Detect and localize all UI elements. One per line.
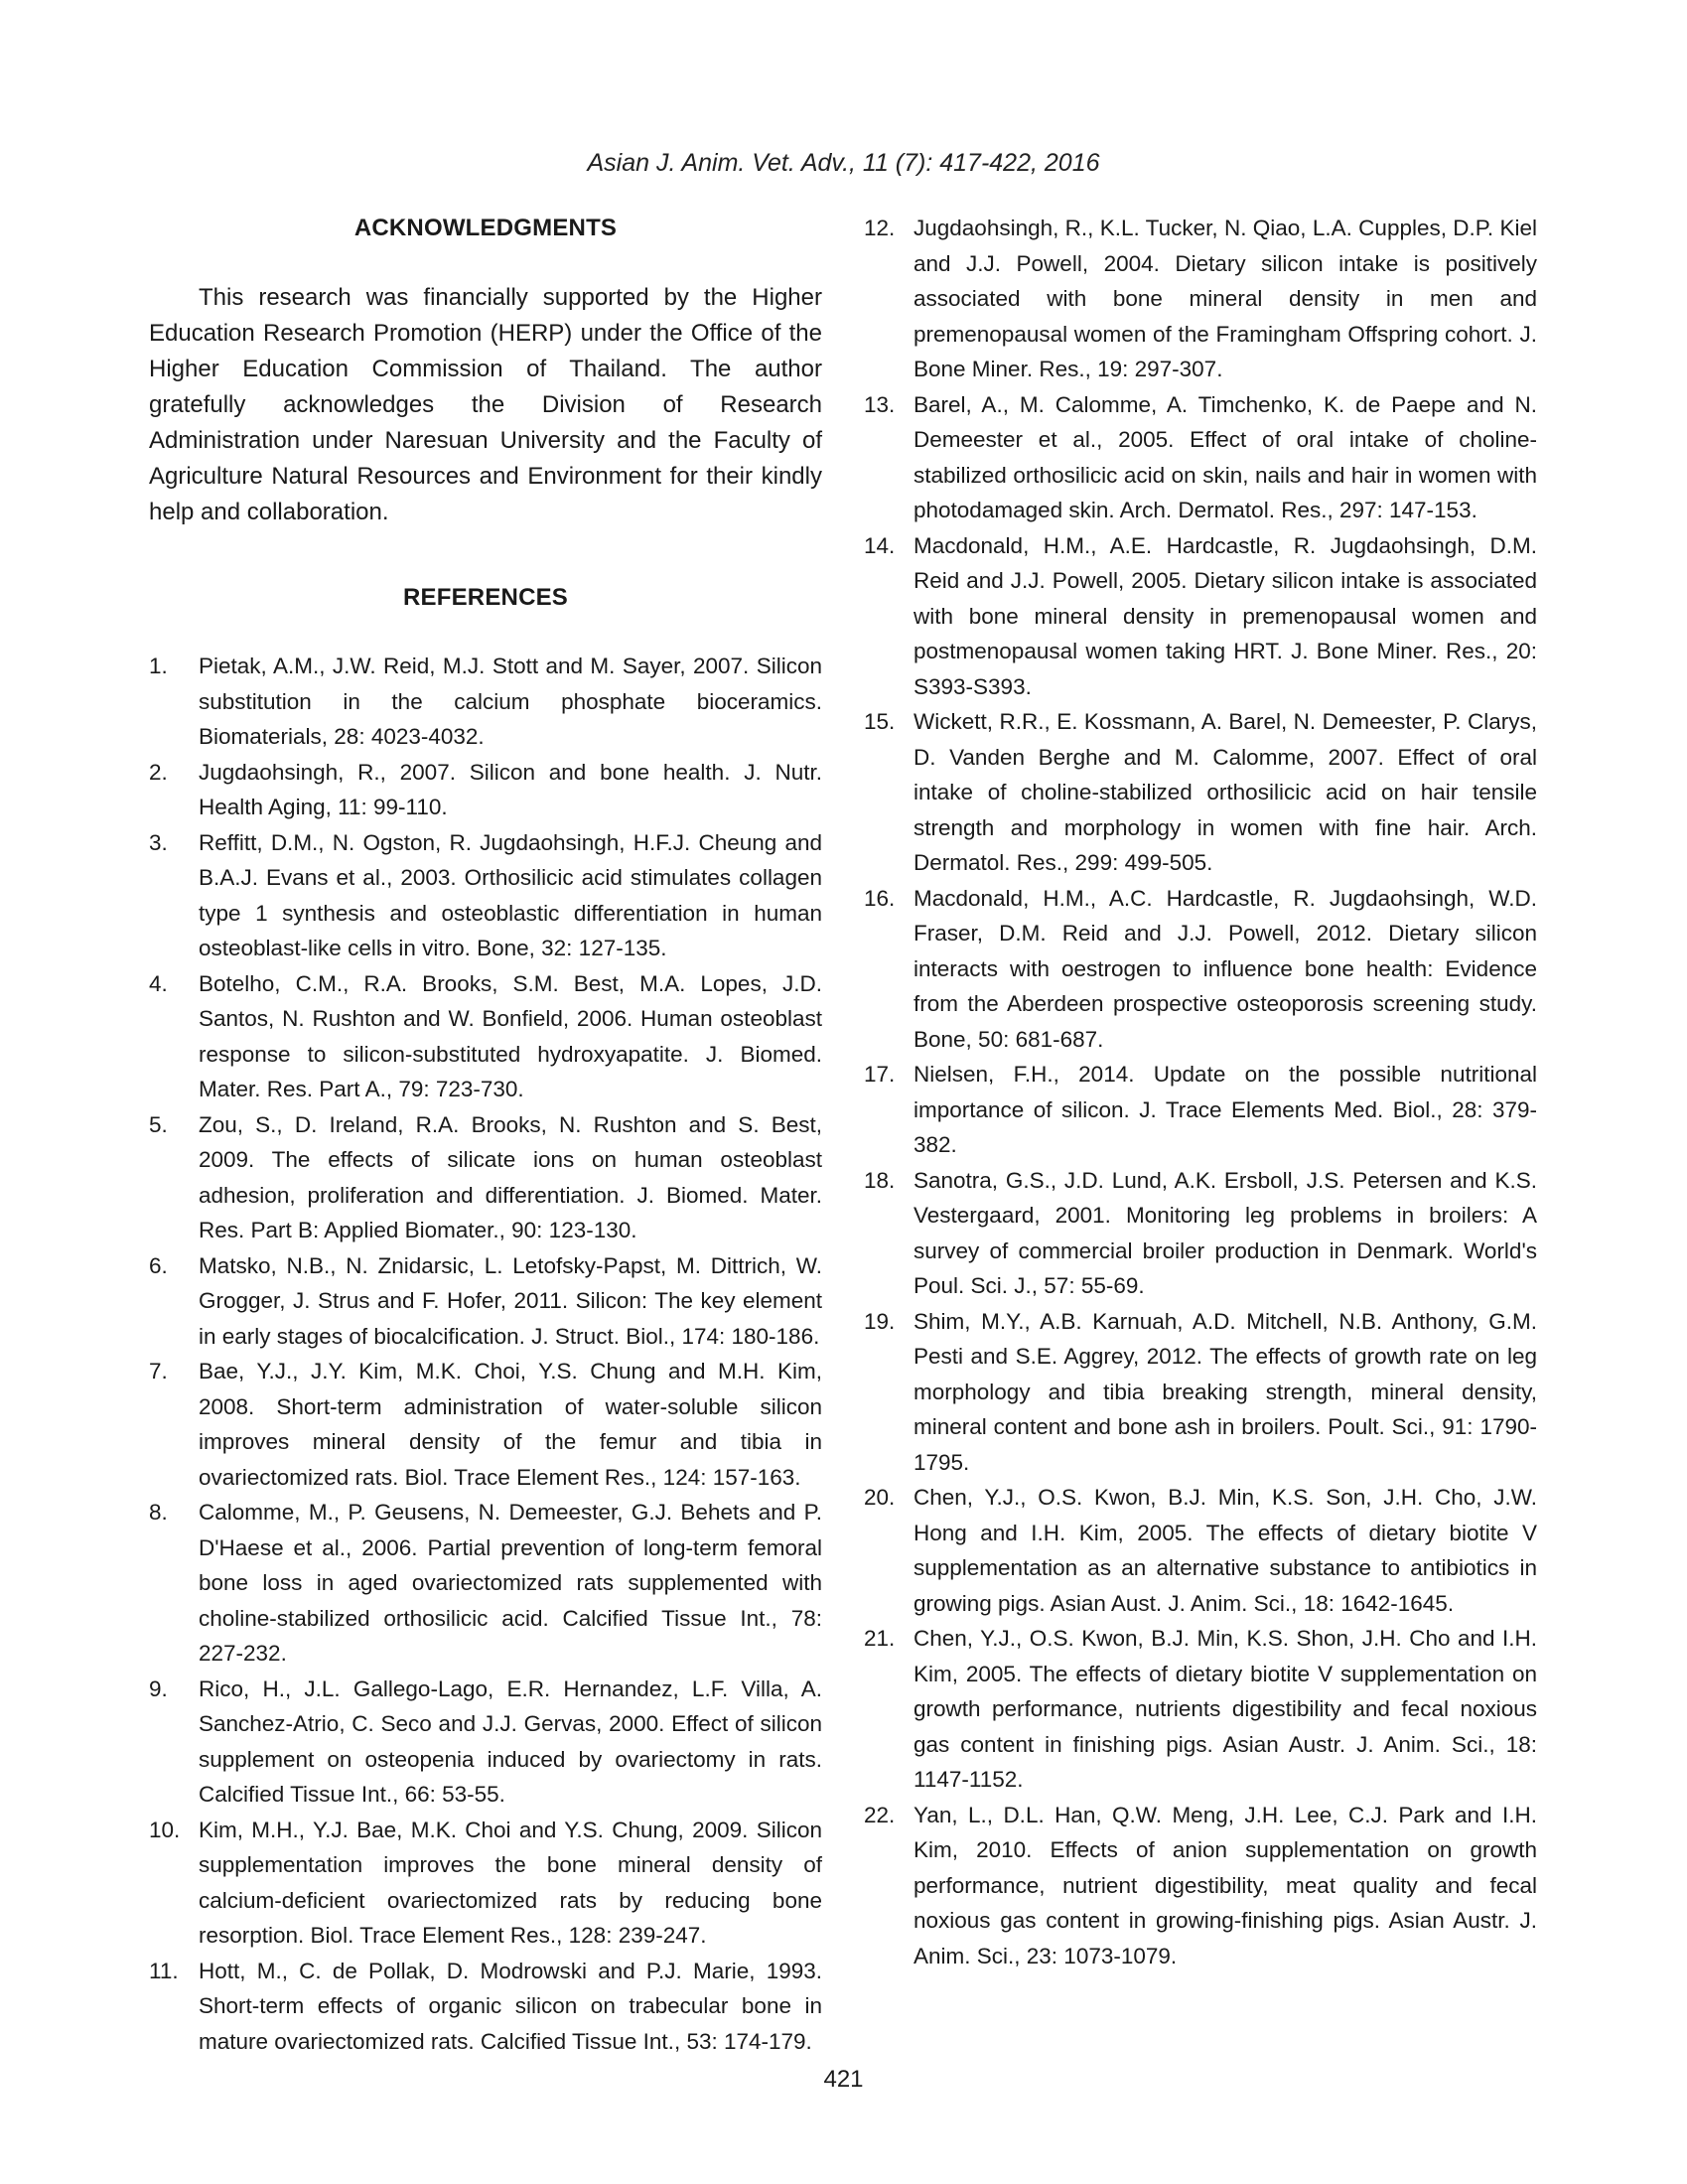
reference-number: 13. <box>864 391 896 417</box>
reference-text: Rico, H., J.L. Gallego-Lago, E.R. Hernandez, L.F. Villa, A. Sanchez-Atrio, C. Seco and J.J. Gervas, 2000. Effect of silicon supplement on osteopenia induced by ovariectomy in rats. Calcified Tissue Int., 66: 53-55. <box>199 1675 822 1807</box>
reference-text: Botelho, C.M., R.A. Brooks, S.M. Best, M.A. Lopes, J.D. Santos, N. Rushton and W. Bonfield, 2006. Human osteoblast response to silicon-substituted hydroxyapatite. J. Biomed. Mater. Res. Part A., 79: 723-730. <box>199 970 822 1101</box>
reference-list-right <box>864 211 1537 1973</box>
reference-item <box>149 755 822 825</box>
reference-item <box>149 1248 822 1355</box>
reference-item <box>864 387 1537 528</box>
reference-text: Chen, Y.J., O.S. Kwon, B.J. Min, K.S. Son, J.H. Cho, J.W. Hong and I.H. Kim, 2005. The effects of dietary biotite V supplementation as an alternative substance to antibiotics in growing pigs. Asian Aust. J. Anim. Sci., 18: 1642-1645. <box>914 1485 1537 1616</box>
reference-number: 11. <box>149 1958 179 1983</box>
left-column <box>149 211 822 2059</box>
reference-item <box>149 825 822 966</box>
reference-number: 6. <box>149 1252 168 1278</box>
reference-item <box>864 704 1537 881</box>
reference-number: 4. <box>149 970 168 996</box>
reference-item <box>864 1163 1537 1304</box>
reference-item <box>864 1621 1537 1798</box>
reference-number: 1. <box>149 654 168 678</box>
reference-text: Macdonald, H.M., A.E. Hardcastle, R. Jugdaohsingh, D.M. Reid and J.J. Powell, 2005. Dietary silicon intake is associated with bone mineral density in premenopausal women and postmenopausal women taking HRT. J. Bone Miner. Res., 20: S393-S393. <box>914 532 1537 699</box>
reference-number: 16. <box>864 885 896 911</box>
reference-number: 15. <box>864 709 896 734</box>
reference-item <box>864 1304 1537 1481</box>
reference-text: Macdonald, H.M., A.C. Hardcastle, R. Jugdaohsingh, W.D. Fraser, D.M. Reid and J.J. Powell, 2012. Dietary silicon interacts with oestrogen to influence bone health: Evidence from the Aberdeen prospective osteoporosis screening study. Bone, 50: 681-687. <box>914 885 1537 1052</box>
acknowledgments-heading: ACKNOWLEDGMENTS <box>353 215 618 241</box>
reference-number: 7. <box>149 1359 168 1383</box>
reference-item <box>864 1798 1537 1974</box>
reference-number: 22. <box>864 1802 896 1827</box>
references-heading: REFERENCES <box>402 583 569 611</box>
reference-text: Pietak, A.M., J.W. Reid, M.J. Stott and M. Sayer, 2007. Silicon substitution in the calcium phosphate bioceramics. Biomaterials, 28: 4023-4032. <box>199 654 822 749</box>
reference-text: Yan, L., D.L. Han, Q.W. Meng, J.H. Lee, C.J. Park and I.H. Kim, 2010. Effects of anion supplementation on growth performance, nutrient digestibility, meat quality and fecal noxious gas content in growing-finishing pigs. Asian Austr. J. Anim. Sci., 23: 1073-1079. <box>914 1802 1537 1968</box>
reference-text: Zou, S., D. Ireland, R.A. Brooks, N. Rushton and S. Best, 2009. The effects of silicate ions on human osteoblast adhesion, proliferation and differentiation. J. Biomed. Mater. Res. Part B: Applied Biomater., 90: 123-130. <box>199 1111 822 1242</box>
reference-number: 20. <box>864 1485 896 1510</box>
reference-item <box>149 1954 822 2060</box>
reference-item <box>149 1672 822 1813</box>
reference-number: 12. <box>864 216 896 240</box>
reference-item <box>149 966 822 1107</box>
reference-number: 18. <box>864 1167 896 1193</box>
reference-item <box>149 1107 822 1248</box>
running-head: Asian J. Anim. Vet. Adv., 11 (7): 417-422, 2016 <box>587 149 1100 177</box>
reference-text: Barel, A., M. Calomme, A. Timchenko, K. de Paepe and N. Demeester et al., 2005. Effect of oral intake of choline-stabilized orthosilicic acid on skin, nails and hair in women with photodamaged skin. Arch. Dermatol. Res., 297: 147-153. <box>914 391 1537 522</box>
reference-number: 17. <box>864 1062 896 1087</box>
reference-list-left <box>149 649 822 2059</box>
reference-text: Jugdaohsingh, R., K.L. Tucker, N. Qiao, L.A. Cupples, D.P. Kiel and J.J. Powell, 2004. Dietary silicon intake is positively associated with bone mineral density in men and premenopausal women of the Framingham Offspring cohort. J. Bone Miner. Res., 19: 297-307. <box>914 216 1537 381</box>
acknowledgments-paragraph: This research was financially supported by the Higher Education Research Promotion (HERP) under the Office of the Higher Education Commission of Thailand. The author gratefully acknowledges the Division of Research Administration under Naresuan University and the Faculty of Agriculture Natural Resources and Environment for their kindly help and collaboration. <box>149 283 822 525</box>
reference-text: Kim, M.H., Y.J. Bae, M.K. Choi and Y.S. Chung, 2009. Silicon supplementation improves the bone mineral density of calcium-deficient ovariectomized rats by reducing bone resorption. Biol. Trace Element Res., 128: 239-247. <box>199 1817 822 1948</box>
reference-text: Chen, Y.J., O.S. Kwon, B.J. Min, K.S. Shon, J.H. Cho and I.H. Kim, 2005. The effects of dietary biotite V supplementation on growth performance, nutrients digestibility and fecal noxious gas content in finishing pigs. Asian Austr. J. Anim. Sci., 18: 1147-1152. <box>914 1626 1537 1792</box>
reference-item <box>864 881 1537 1058</box>
reference-text: Nielsen, F.H., 2014. Update on the possible nutritional importance of silicon. J. Trace Elements Med. Biol., 28: 379-382. <box>914 1062 1537 1157</box>
reference-text: Bae, Y.J., J.Y. Kim, M.K. Choi, Y.S. Chung and M.H. Kim, 2008. Short-term administration of water-soluble silicon improves mineral density of the femur and tibia in ovariectomized rats. Biol. Trace Element Res., 124: 157-163. <box>199 1359 822 1490</box>
reference-text: Shim, M.Y., A.B. Karnuah, A.D. Mitchell, N.B. Anthony, G.M. Pesti and S.E. Aggrey, 2012. The effects of growth rate on leg morphology and tibia breaking strength, mineral density, mineral content and bone ash in broilers. Poult. Sci., 91: 1790-1795. <box>914 1308 1537 1475</box>
reference-text: Wickett, R.R., E. Kossmann, A. Barel, N. Demeester, P. Clarys, D. Vanden Berghe and M. Calomme, 2007. Effect of oral intake of choline-stabilized orthosilicic acid on hair tensile strength and morphology in women with fine hair. Arch. Dermatol. Res., 299: 499-505. <box>914 709 1537 875</box>
reference-number: 10. <box>149 1817 181 1842</box>
page-number: 421 <box>823 2066 864 2093</box>
reference-text: Sanotra, G.S., J.D. Lund, A.K. Ersboll, J.S. Petersen and K.S. Vestergaard, 2001. Monitoring leg problems in broilers: A survey of commercial broiler production in Denmark. World's Poul. Sci. J., 57: 55-69. <box>914 1167 1537 1298</box>
reference-item <box>864 1480 1537 1621</box>
reference-item <box>149 1354 822 1495</box>
reference-text: Reffitt, D.M., N. Ogston, R. Jugdaohsingh, H.F.J. Cheung and B.A.J. Evans et al., 2003. Orthosilicic acid stimulates collagen type 1 synthesis and osteoblastic differentiation in human osteoblast-like cells in vitro. Bone, 32: 127-135. <box>199 829 822 960</box>
reference-item <box>149 1813 822 1954</box>
reference-text: Calomme, M., P. Geusens, N. Demeester, G.J. Behets and P. D'Haese et al., 2006. Partial prevention of long-term femoral bone loss in aged ovariectomized rats supplemented with choline-stabilized orthosilicic acid. Calcified Tissue Int., 78: 227-232. <box>199 1500 822 1666</box>
reference-text: Matsko, N.B., N. Znidarsic, L. Letofsky-Papst, M. Dittrich, W. Grogger, J. Strus and F. Hofer, 2011. Silicon: The key element in early stages of biocalcification. J. Struct. Biol., 174: 180-186. <box>199 1252 822 1349</box>
reference-item <box>149 649 822 755</box>
reference-number: 14. <box>864 532 896 558</box>
right-column <box>864 211 1537 1973</box>
reference-item <box>149 1495 822 1672</box>
reference-number: 8. <box>149 1500 168 1525</box>
reference-text: Hott, M., C. de Pollak, D. Modrowski and P.J. Marie, 1993. Short-term effects of organic silicon on trabecular bone in mature ovariectomized rats. Calcified Tissue Int., 53: 174-179. <box>199 1958 822 2054</box>
reference-number: 21. <box>864 1626 896 1651</box>
reference-text: Jugdaohsingh, R., 2007. Silicon and bone health. J. Nutr. Health Aging, 11: 99-110. <box>199 759 822 819</box>
reference-item <box>864 211 1537 387</box>
reference-item <box>864 1057 1537 1163</box>
reference-number: 2. <box>149 759 168 785</box>
reference-number: 9. <box>149 1675 168 1701</box>
reference-number: 19. <box>864 1308 896 1334</box>
reference-number: 5. <box>149 1111 168 1137</box>
reference-item <box>864 528 1537 705</box>
reference-number: 3. <box>149 829 168 855</box>
